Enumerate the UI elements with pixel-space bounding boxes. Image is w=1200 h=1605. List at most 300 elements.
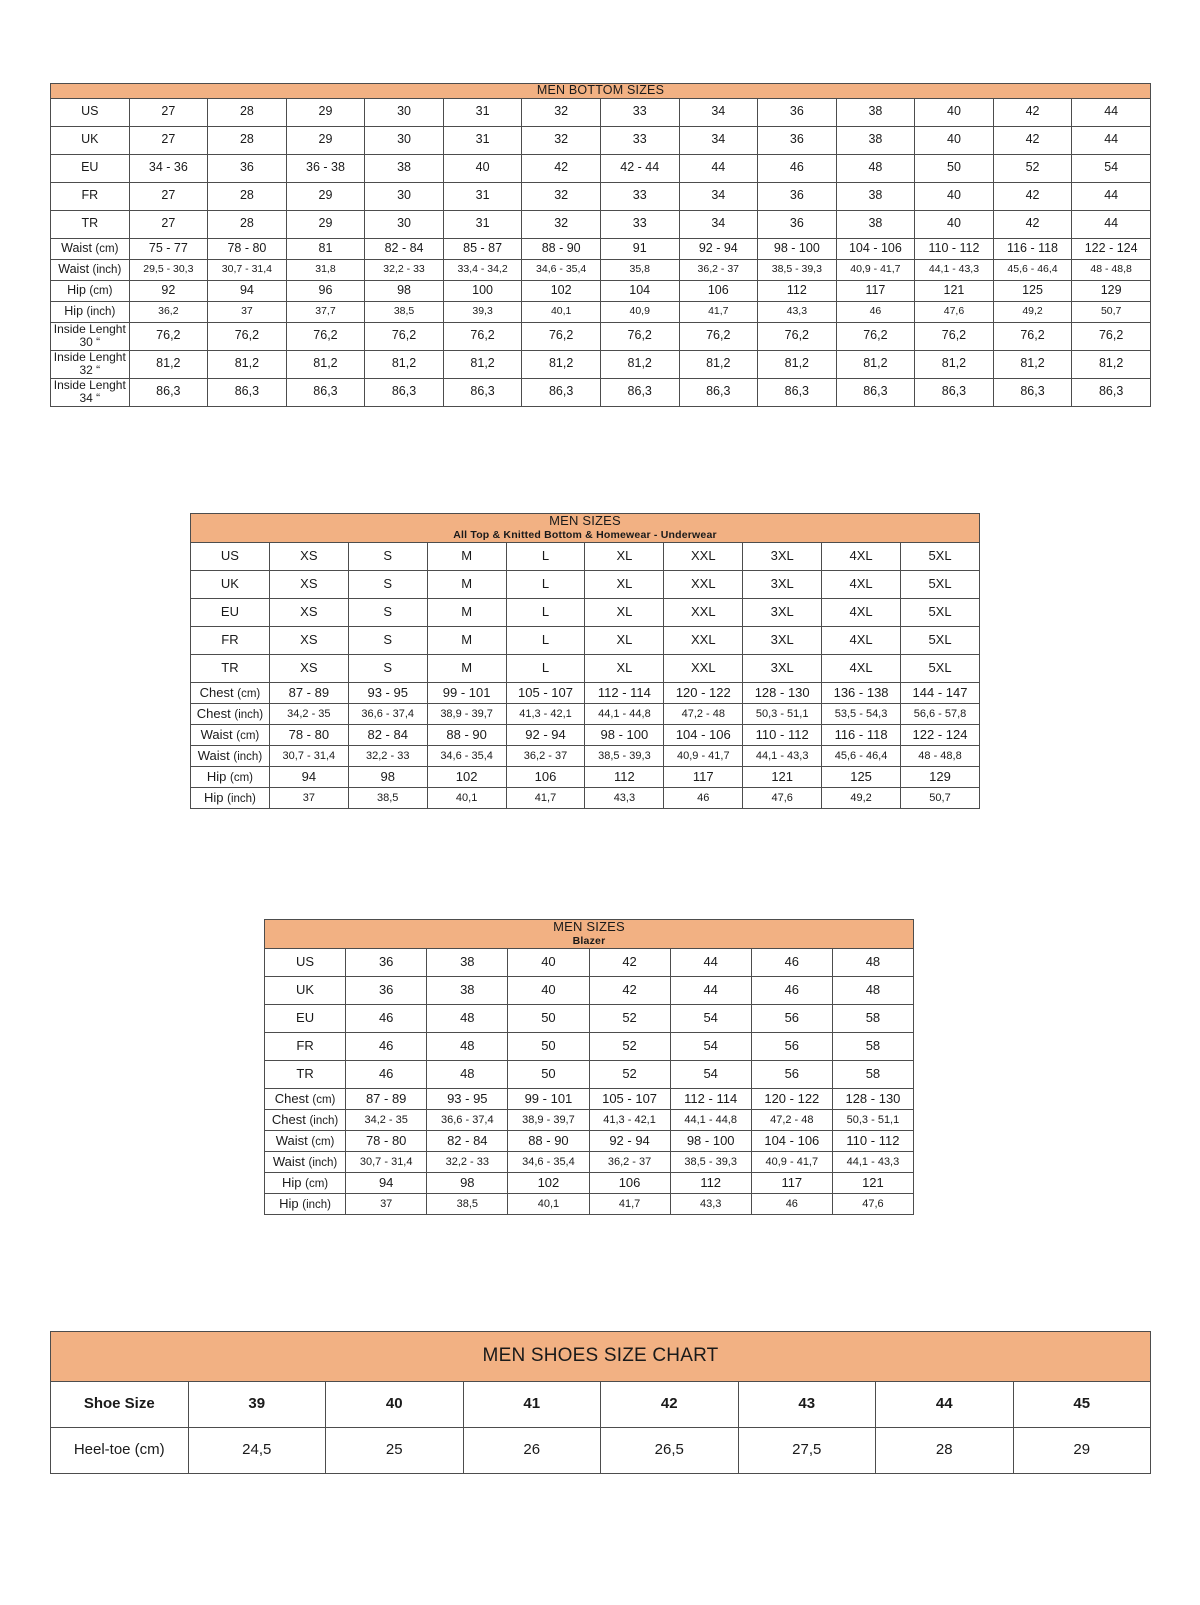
cell: XL bbox=[585, 598, 664, 626]
row-label-waist-cm bbox=[51, 238, 130, 259]
cell: 33 bbox=[600, 210, 679, 238]
cell: 48 bbox=[832, 976, 913, 1004]
cell: 81,2 bbox=[129, 350, 208, 378]
cell: 76,2 bbox=[208, 322, 287, 350]
cell: 54 bbox=[670, 1004, 751, 1032]
cell: L bbox=[506, 598, 585, 626]
cell: XL bbox=[585, 626, 664, 654]
cell: 52 bbox=[589, 1032, 670, 1060]
table-row bbox=[191, 598, 980, 626]
cell: 32 bbox=[522, 182, 601, 210]
cell: 76,2 bbox=[522, 322, 601, 350]
cell: 54 bbox=[670, 1060, 751, 1088]
cell: 34,2 - 35 bbox=[269, 703, 348, 724]
cell: 86,3 bbox=[993, 378, 1072, 406]
cell: 99 - 101 bbox=[427, 682, 506, 703]
cell: 48 - 48,8 bbox=[1072, 259, 1151, 280]
cell: 25 bbox=[326, 1427, 464, 1473]
row-label-waist-inch bbox=[191, 745, 270, 766]
cell: 86,3 bbox=[522, 378, 601, 406]
cell: 50,7 bbox=[901, 787, 980, 808]
row-label-shoe-size: Shoe Size bbox=[51, 1381, 189, 1427]
cell: 45,6 - 46,4 bbox=[822, 745, 901, 766]
cell: 94 bbox=[346, 1172, 427, 1193]
cell: 29 bbox=[1013, 1427, 1151, 1473]
cell: 40 bbox=[508, 948, 589, 976]
cell: 36 bbox=[758, 126, 837, 154]
cell: 4XL bbox=[822, 542, 901, 570]
cell: 44,1 - 43,3 bbox=[832, 1151, 913, 1172]
table-row bbox=[265, 1060, 914, 1088]
row-label-text: Waist bbox=[272, 1153, 305, 1169]
cell: 82 - 84 bbox=[348, 724, 427, 745]
cell: 117 bbox=[664, 766, 743, 787]
cell: 86,3 bbox=[443, 378, 522, 406]
row-label-waist-cm bbox=[265, 1130, 346, 1151]
table-row bbox=[51, 322, 1151, 350]
cell: 32,2 - 33 bbox=[348, 745, 427, 766]
table-men-shoes-size-chart bbox=[50, 1331, 1151, 1474]
table-men-sizes-blazer bbox=[264, 919, 914, 1215]
cell: 43 bbox=[738, 1381, 876, 1427]
cell: 86,3 bbox=[836, 378, 915, 406]
cell: 48 bbox=[427, 1032, 508, 1060]
table-title: MEN SHOES SIZE CHART bbox=[51, 1332, 1151, 1382]
row-label-unit: (inch) bbox=[92, 263, 122, 276]
table-row bbox=[51, 378, 1151, 406]
cell: 40,1 bbox=[508, 1193, 589, 1214]
cell: 3XL bbox=[743, 598, 822, 626]
cell: 44,1 - 44,8 bbox=[585, 703, 664, 724]
cell: 98 bbox=[365, 280, 444, 301]
row-label-text: Hip bbox=[203, 789, 224, 805]
cell: 102 bbox=[522, 280, 601, 301]
cell: 31 bbox=[443, 210, 522, 238]
cell: 81,2 bbox=[679, 350, 758, 378]
cell: XS bbox=[269, 542, 348, 570]
cell: 4XL bbox=[822, 626, 901, 654]
cell: 128 - 130 bbox=[743, 682, 822, 703]
table-men-sizes-tops bbox=[190, 513, 980, 809]
cell: XS bbox=[269, 598, 348, 626]
cell: 38 bbox=[836, 182, 915, 210]
cell: 125 bbox=[822, 766, 901, 787]
cell: 50 bbox=[508, 1004, 589, 1032]
cell: 106 bbox=[506, 766, 585, 787]
cell: 50,3 - 51,1 bbox=[832, 1109, 913, 1130]
cell: 27 bbox=[129, 182, 208, 210]
cell: 4XL bbox=[822, 598, 901, 626]
cell: 3XL bbox=[743, 626, 822, 654]
row-label-unit: (cm) bbox=[236, 729, 260, 742]
table-row bbox=[51, 182, 1151, 210]
row-label-unit: (inch) bbox=[308, 1156, 338, 1169]
cell: 40,1 bbox=[522, 301, 601, 322]
cell: 46 bbox=[751, 948, 832, 976]
row-label-chest-cm bbox=[191, 682, 270, 703]
cell: 38 bbox=[427, 948, 508, 976]
cell: 31 bbox=[443, 182, 522, 210]
table-title-row bbox=[191, 514, 980, 543]
cell: 37,7 bbox=[286, 301, 365, 322]
cell: 98 - 100 bbox=[758, 238, 837, 259]
row-label-text: Chest bbox=[274, 1090, 309, 1106]
cell: 44,1 - 43,3 bbox=[743, 745, 822, 766]
cell: 86,3 bbox=[679, 378, 758, 406]
cell: 110 - 112 bbox=[832, 1130, 913, 1151]
cell: 40 bbox=[915, 210, 994, 238]
cell: 36 bbox=[758, 98, 837, 126]
cell: 81 bbox=[286, 238, 365, 259]
cell: S bbox=[348, 570, 427, 598]
cell: 40,9 - 41,7 bbox=[836, 259, 915, 280]
cell: 38 bbox=[836, 126, 915, 154]
cell: 36,6 - 37,4 bbox=[427, 1109, 508, 1130]
cell: 29 bbox=[286, 98, 365, 126]
cell: 31,8 bbox=[286, 259, 365, 280]
cell: 42 - 44 bbox=[600, 154, 679, 182]
cell: 93 - 95 bbox=[348, 682, 427, 703]
cell: 34 bbox=[679, 210, 758, 238]
cell: 36,6 - 37,4 bbox=[348, 703, 427, 724]
row-label-uk: UK bbox=[191, 570, 270, 598]
cell: 106 bbox=[679, 280, 758, 301]
cell: 36 - 38 bbox=[286, 154, 365, 182]
cell: 102 bbox=[508, 1172, 589, 1193]
table-row bbox=[191, 724, 980, 745]
cell: 50 bbox=[508, 1060, 589, 1088]
cell: 45 bbox=[1013, 1381, 1151, 1427]
row-label-text: Waist bbox=[200, 726, 233, 742]
cell: 45,6 - 46,4 bbox=[993, 259, 1072, 280]
cell: 43,3 bbox=[670, 1193, 751, 1214]
cell: 32,2 - 33 bbox=[365, 259, 444, 280]
cell: 41,7 bbox=[589, 1193, 670, 1214]
cell: 81,2 bbox=[522, 350, 601, 378]
table-row bbox=[265, 976, 914, 1004]
cell: 39 bbox=[188, 1381, 326, 1427]
row-label-text: Waist bbox=[61, 240, 92, 255]
cell: 88 - 90 bbox=[522, 238, 601, 259]
cell: 78 - 80 bbox=[208, 238, 287, 259]
cell: 122 - 124 bbox=[901, 724, 980, 745]
cell: 50 bbox=[508, 1032, 589, 1060]
cell: 29 bbox=[286, 126, 365, 154]
cell: 86,3 bbox=[915, 378, 994, 406]
cell: 50 bbox=[915, 154, 994, 182]
cell: 94 bbox=[269, 766, 348, 787]
table-row bbox=[191, 766, 980, 787]
cell: 28 bbox=[208, 98, 287, 126]
cell: S bbox=[348, 654, 427, 682]
cell: 3XL bbox=[743, 542, 822, 570]
cell: 41,3 - 42,1 bbox=[589, 1109, 670, 1130]
cell: 56 bbox=[751, 1032, 832, 1060]
cell: 81,2 bbox=[915, 350, 994, 378]
table-row bbox=[51, 350, 1151, 378]
cell: 98 - 100 bbox=[670, 1130, 751, 1151]
cell: 41 bbox=[463, 1381, 601, 1427]
cell: XL bbox=[585, 542, 664, 570]
cell: 52 bbox=[993, 154, 1072, 182]
cell: 112 - 114 bbox=[670, 1088, 751, 1109]
cell: 3XL bbox=[743, 570, 822, 598]
table-row bbox=[51, 301, 1151, 322]
row-label-tr: TR bbox=[191, 654, 270, 682]
cell: 37 bbox=[346, 1193, 427, 1214]
cell: 36 bbox=[758, 182, 837, 210]
cell: XL bbox=[585, 570, 664, 598]
row-label-uk: UK bbox=[51, 126, 130, 154]
cell: 112 - 114 bbox=[585, 682, 664, 703]
cell: 42 bbox=[601, 1381, 739, 1427]
cell: 38,5 - 39,3 bbox=[670, 1151, 751, 1172]
cell: XS bbox=[269, 570, 348, 598]
cell: 91 bbox=[600, 238, 679, 259]
row-label-chest-inch bbox=[265, 1109, 346, 1130]
cell: 30 bbox=[365, 98, 444, 126]
cell: 104 bbox=[600, 280, 679, 301]
cell: 29,5 - 30,3 bbox=[129, 259, 208, 280]
row-label-heel-toe: Heel-toe (cm) bbox=[51, 1427, 189, 1473]
cell: 44 bbox=[1072, 210, 1151, 238]
cell: 122 - 124 bbox=[1072, 238, 1151, 259]
cell: 38,5 bbox=[348, 787, 427, 808]
cell: 81,2 bbox=[443, 350, 522, 378]
cell: 104 - 106 bbox=[751, 1130, 832, 1151]
cell: 30 bbox=[365, 182, 444, 210]
row-label-chest-cm bbox=[265, 1088, 346, 1109]
row-label-unit: (inch) bbox=[302, 1198, 332, 1211]
cell: 117 bbox=[751, 1172, 832, 1193]
cell: 34 bbox=[679, 126, 758, 154]
cell: 44 bbox=[670, 948, 751, 976]
cell: 33 bbox=[600, 98, 679, 126]
cell: 47,2 - 48 bbox=[751, 1109, 832, 1130]
cell: 44,1 - 43,3 bbox=[915, 259, 994, 280]
cell: 40,9 - 41,7 bbox=[751, 1151, 832, 1172]
cell: 128 - 130 bbox=[832, 1088, 913, 1109]
row-label-waist-cm bbox=[191, 724, 270, 745]
cell: 46 bbox=[758, 154, 837, 182]
cell: 86,3 bbox=[600, 378, 679, 406]
cell: 58 bbox=[832, 1032, 913, 1060]
row-label-unit: (inch) bbox=[234, 708, 264, 721]
table-row bbox=[265, 1032, 914, 1060]
row-label-text: Chest bbox=[199, 684, 234, 700]
cell: XXL bbox=[664, 542, 743, 570]
row-label-waist-inch bbox=[51, 259, 130, 280]
table-men-bottom-sizes bbox=[50, 83, 1151, 407]
cell: 28 bbox=[208, 210, 287, 238]
cell: 31 bbox=[443, 126, 522, 154]
cell: 46 bbox=[346, 1060, 427, 1088]
cell: 40 bbox=[915, 98, 994, 126]
cell: 44 bbox=[1072, 126, 1151, 154]
cell: 36,2 bbox=[129, 301, 208, 322]
cell: 47,6 bbox=[915, 301, 994, 322]
cell: 32 bbox=[522, 210, 601, 238]
cell: 33 bbox=[600, 182, 679, 210]
cell: 46 bbox=[346, 1004, 427, 1032]
cell: 116 - 118 bbox=[822, 724, 901, 745]
cell: 31 bbox=[443, 98, 522, 126]
cell: 92 - 94 bbox=[589, 1130, 670, 1151]
table-row bbox=[265, 1130, 914, 1151]
cell: XXL bbox=[664, 598, 743, 626]
cell: 32 bbox=[522, 126, 601, 154]
cell: 27 bbox=[129, 210, 208, 238]
cell: 120 - 122 bbox=[664, 682, 743, 703]
cell: 30 bbox=[365, 210, 444, 238]
table-row bbox=[265, 1088, 914, 1109]
cell: 52 bbox=[589, 1004, 670, 1032]
cell: 36 bbox=[208, 154, 287, 182]
cell: 86,3 bbox=[758, 378, 837, 406]
row-label-hip-inch bbox=[191, 787, 270, 808]
row-label-text: Chest bbox=[196, 705, 231, 721]
row-label-hip-cm bbox=[51, 280, 130, 301]
row-label-us: US bbox=[51, 98, 130, 126]
cell: 78 - 80 bbox=[269, 724, 348, 745]
cell: 38,9 - 39,7 bbox=[427, 703, 506, 724]
cell: 40,1 bbox=[427, 787, 506, 808]
table-row bbox=[51, 154, 1151, 182]
cell: 76,2 bbox=[600, 322, 679, 350]
cell: 44 bbox=[679, 154, 758, 182]
cell: 58 bbox=[832, 1004, 913, 1032]
cell: 42 bbox=[993, 182, 1072, 210]
table-row bbox=[51, 259, 1151, 280]
row-label-text: Hip bbox=[206, 768, 227, 784]
cell: 104 - 106 bbox=[664, 724, 743, 745]
cell: 58 bbox=[832, 1060, 913, 1088]
row-label-fr: FR bbox=[191, 626, 270, 654]
cell: 85 - 87 bbox=[443, 238, 522, 259]
cell: 86,3 bbox=[1072, 378, 1151, 406]
cell: 42 bbox=[993, 126, 1072, 154]
cell: S bbox=[348, 598, 427, 626]
cell: 33 bbox=[600, 126, 679, 154]
cell: 76,2 bbox=[836, 322, 915, 350]
cell: 38 bbox=[427, 976, 508, 1004]
cell: 81,2 bbox=[993, 350, 1072, 378]
cell: 30,7 - 31,4 bbox=[208, 259, 287, 280]
row-label-hip-inch bbox=[265, 1193, 346, 1214]
cell: 34,6 - 35,4 bbox=[427, 745, 506, 766]
cell: 76,2 bbox=[993, 322, 1072, 350]
table-row bbox=[265, 1004, 914, 1032]
row-label-unit: (inch) bbox=[309, 1114, 339, 1127]
cell: 76,2 bbox=[758, 322, 837, 350]
cell: 36,2 - 37 bbox=[506, 745, 585, 766]
cell: 82 - 84 bbox=[427, 1130, 508, 1151]
cell: 44 bbox=[876, 1381, 1014, 1427]
cell: 40 bbox=[915, 182, 994, 210]
cell: 24,5 bbox=[188, 1427, 326, 1473]
cell: 81,2 bbox=[836, 350, 915, 378]
row-label-text: Hip bbox=[279, 1195, 299, 1211]
row-label-unit: (inch) bbox=[233, 750, 263, 763]
cell: 36,2 - 37 bbox=[589, 1151, 670, 1172]
cell: 42 bbox=[589, 976, 670, 1004]
row-label-text: Waist bbox=[58, 261, 90, 276]
row-label-unit: (cm) bbox=[312, 1093, 336, 1106]
row-label-uk: UK bbox=[265, 976, 346, 1004]
cell: 28 bbox=[876, 1427, 1014, 1473]
cell: 37 bbox=[269, 787, 348, 808]
cell: 46 bbox=[751, 976, 832, 1004]
table-row bbox=[191, 626, 980, 654]
table-title-row bbox=[51, 84, 1151, 99]
table-row bbox=[191, 570, 980, 598]
cell: 54 bbox=[1072, 154, 1151, 182]
cell: 96 bbox=[286, 280, 365, 301]
table-title-text: MEN SIZES bbox=[549, 513, 621, 528]
cell: 48 bbox=[427, 1004, 508, 1032]
table-title-row bbox=[265, 920, 914, 949]
cell: 81,2 bbox=[600, 350, 679, 378]
cell: XXL bbox=[664, 626, 743, 654]
cell: 81,2 bbox=[208, 350, 287, 378]
cell: XXL bbox=[664, 570, 743, 598]
cell: 48 - 48,8 bbox=[901, 745, 980, 766]
cell: 78 - 80 bbox=[346, 1130, 427, 1151]
cell: 86,3 bbox=[129, 378, 208, 406]
cell: 34,6 - 35,4 bbox=[508, 1151, 589, 1172]
cell: 81,2 bbox=[1072, 350, 1151, 378]
cell: 87 - 89 bbox=[346, 1088, 427, 1109]
table-subtitle: Blazer bbox=[572, 935, 606, 948]
cell: 28 bbox=[208, 182, 287, 210]
cell: 43,3 bbox=[585, 787, 664, 808]
cell: 121 bbox=[743, 766, 822, 787]
cell: 76,2 bbox=[129, 322, 208, 350]
row-label-hip-cm bbox=[191, 766, 270, 787]
cell: 48 bbox=[836, 154, 915, 182]
cell: 42 bbox=[522, 154, 601, 182]
cell: 46 bbox=[346, 1032, 427, 1060]
cell: 52 bbox=[589, 1060, 670, 1088]
cell: 136 - 138 bbox=[822, 682, 901, 703]
cell: 129 bbox=[901, 766, 980, 787]
cell: 42 bbox=[993, 98, 1072, 126]
cell: 53,5 - 54,3 bbox=[822, 703, 901, 724]
row-label-text: Hip bbox=[281, 1174, 302, 1190]
cell: 27,5 bbox=[738, 1427, 876, 1473]
cell: 100 bbox=[443, 280, 522, 301]
table-row bbox=[191, 654, 980, 682]
row-label-unit: (cm) bbox=[230, 771, 254, 784]
cell: 34 - 36 bbox=[129, 154, 208, 182]
cell: M bbox=[427, 570, 506, 598]
cell: 56 bbox=[751, 1004, 832, 1032]
cell: 48 bbox=[832, 948, 913, 976]
table-row bbox=[265, 1151, 914, 1172]
cell: 102 bbox=[427, 766, 506, 787]
cell: 5XL bbox=[901, 598, 980, 626]
cell: 46 bbox=[751, 1193, 832, 1214]
cell: 36 bbox=[346, 948, 427, 976]
cell: 81,2 bbox=[758, 350, 837, 378]
row-label-eu: EU bbox=[265, 1004, 346, 1032]
table-subtitle: All Top & Knitted Bottom & Homewear - Underwear bbox=[453, 529, 717, 542]
cell: XXL bbox=[664, 654, 743, 682]
cell: 86,3 bbox=[365, 378, 444, 406]
table-row bbox=[51, 98, 1151, 126]
row-label-text: Hip bbox=[67, 282, 86, 297]
row-label-fr: FR bbox=[51, 182, 130, 210]
